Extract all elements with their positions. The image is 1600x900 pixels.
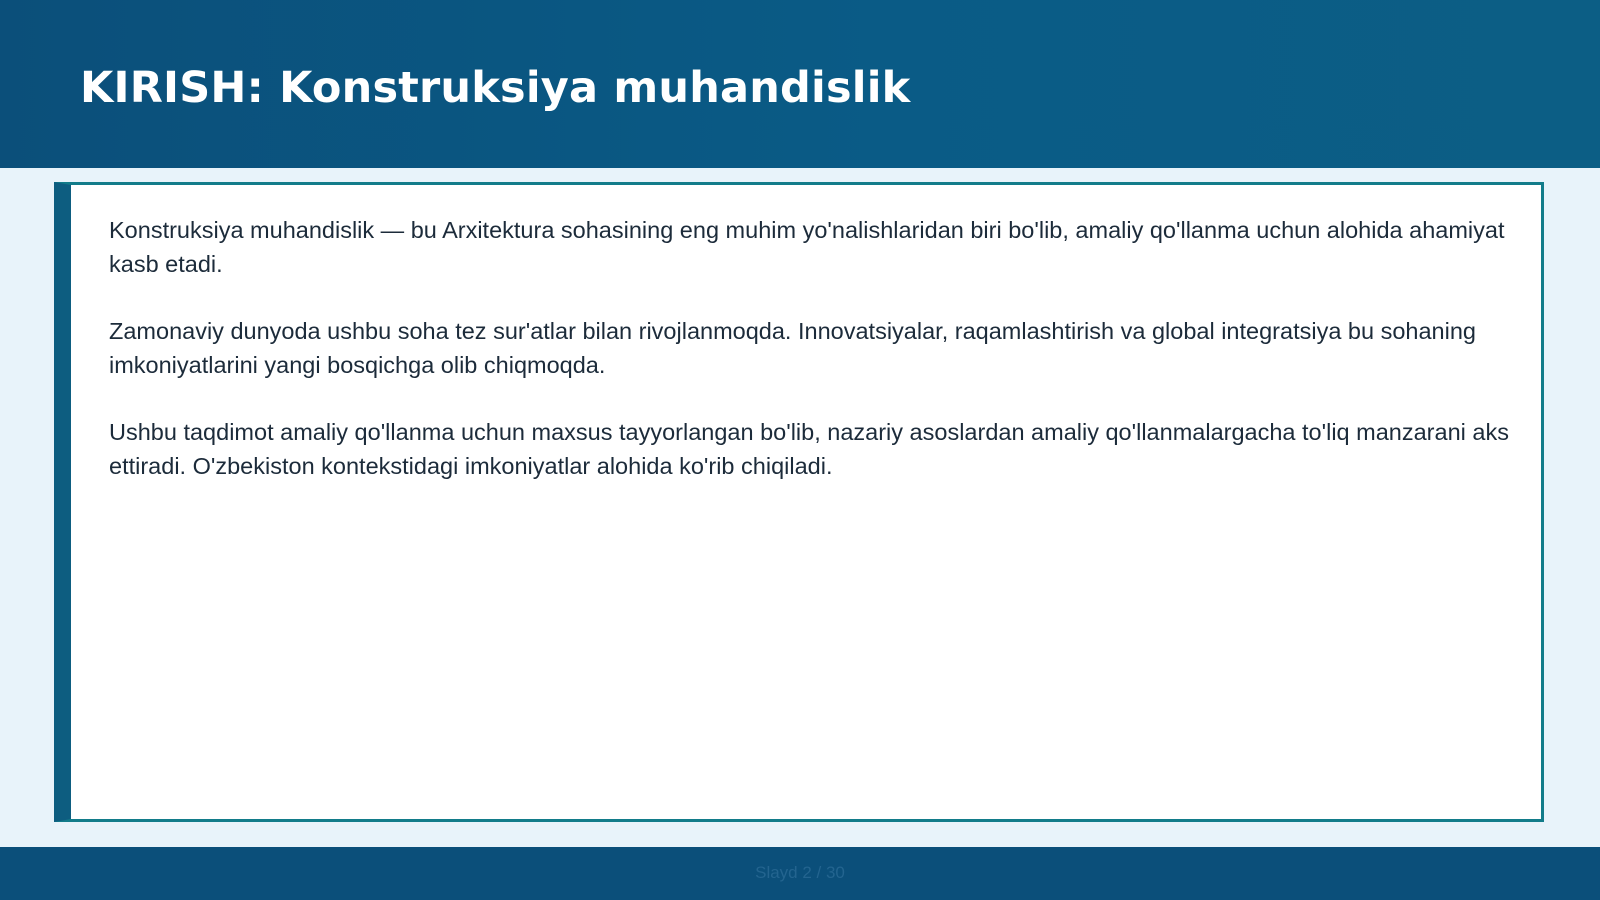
content-body — [109, 213, 1509, 516]
paragraph-intro: Konstruksiya muhandislik — bu Arxitektura sohasining eng muhim yo'nalishlaridan biri bo'lib, amaliy qo'llanma uchun alohida ahamiyat kasb etadi. — [109, 217, 1505, 277]
paragraph-modern-world: Zamonaviy dunyoda ushbu soha tez sur'atlar bilan rivojlanmoqda. Innovatsiyalar, raqamlashtirish va global integratsiya bu sohaning imkoniyatlarini yangi bosqichga olib chiqmoqda. — [109, 318, 1476, 378]
footer-bar — [0, 847, 1600, 900]
title-bar — [0, 0, 1600, 168]
slide-title: KIRISH: Konstruksiya muhandislik — [80, 63, 911, 113]
paragraph-presentation-purpose: Ushbu taqdimot amaliy qo'llanma uchun maxsus tayyorlangan bo'lib, nazariy asoslardan amaliy qo'llanmalargacha to'liq manzarani aks ettiradi. O'zbekiston kontekstidagi imkoniyatlar alohida ko'rib chiqiladi. — [109, 419, 1509, 479]
slide-number: Slayd 2 / 30 — [755, 863, 845, 882]
content-card — [54, 182, 1544, 822]
